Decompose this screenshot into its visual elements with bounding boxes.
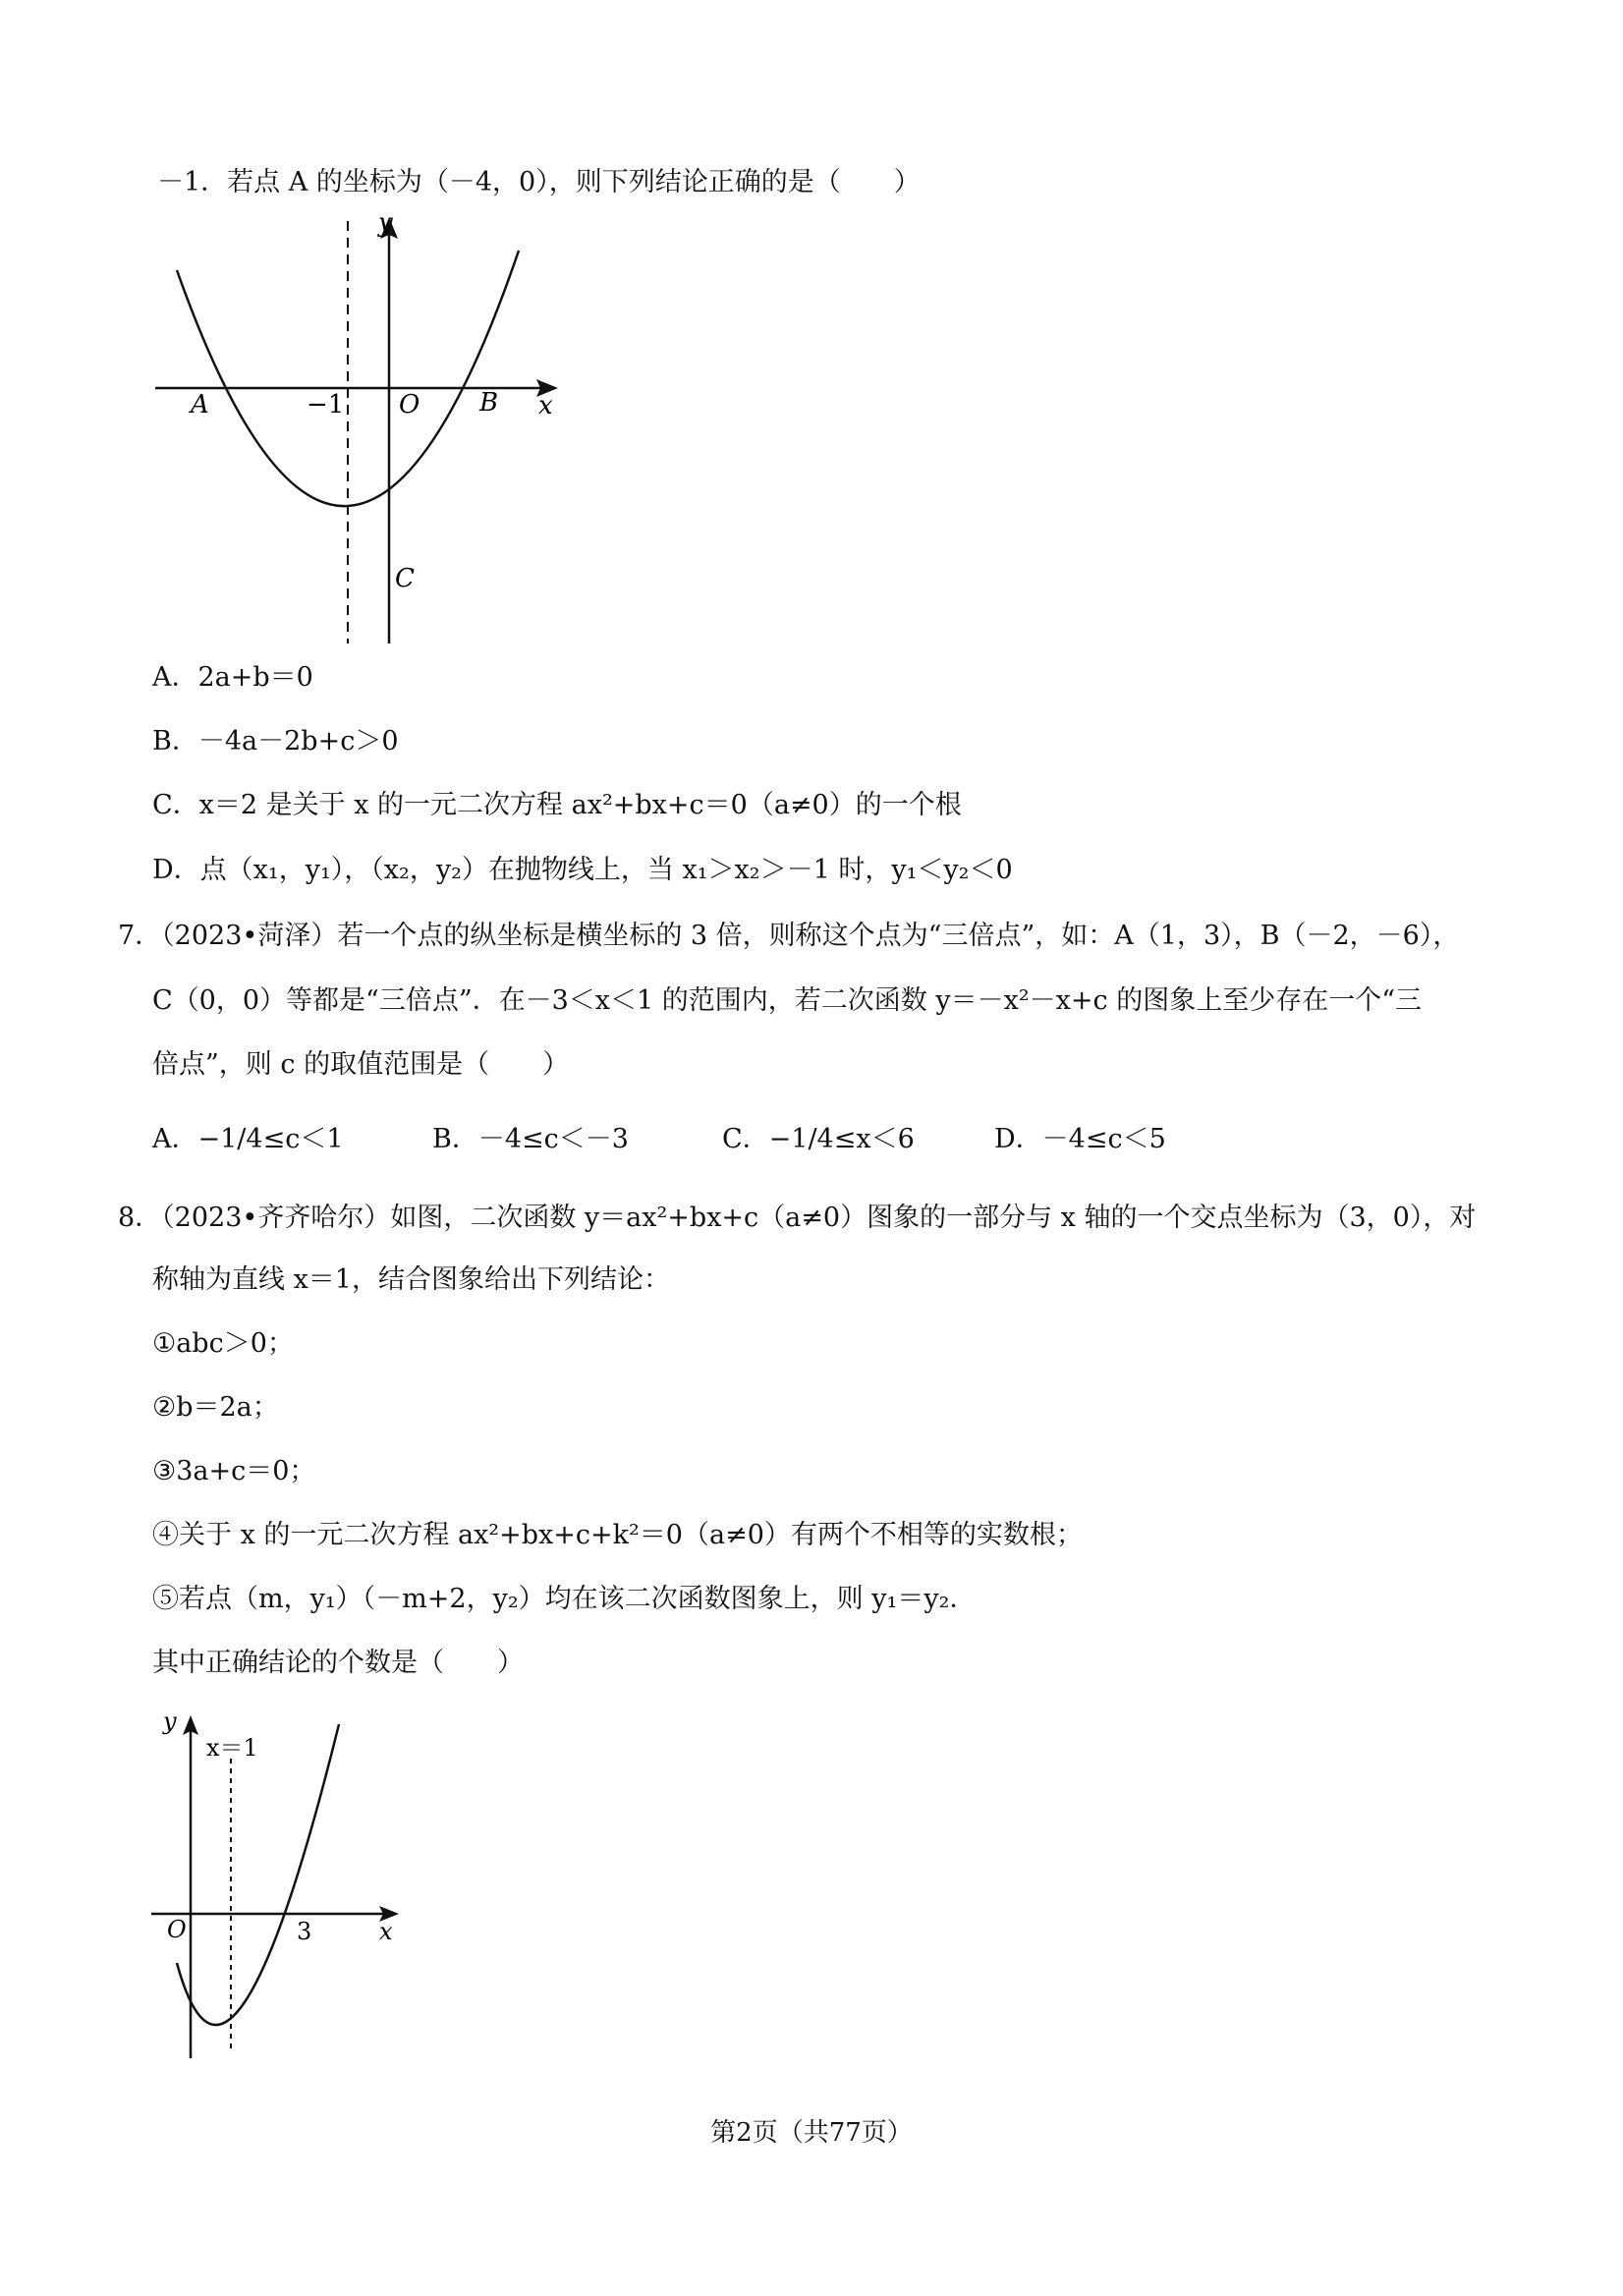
q8-parabola-figure xyxy=(147,1700,413,2063)
q6-option-b: B．－4a－2b+c＞0 xyxy=(152,726,399,756)
q7-line-2: C（0，0）等都是“三倍点”．在－3＜x＜1 的范围内，若二次函数 y＝－x²－x+c 的图象上至少存在一个“三 xyxy=(152,985,1423,1016)
q8-statement-5: ⑤若点（m，y₁）（－m+2，y₂）均在该二次函数图象上，则 y₁＝y₂． xyxy=(152,1584,977,1614)
point-c-label: C xyxy=(395,564,415,593)
root-three-label: 3 xyxy=(297,1918,312,1945)
q7-option-d: D．－4≤c＜5 xyxy=(994,1124,1166,1154)
q6-option-c: C．x＝2 是关于 x 的一元二次方程 ax²+bx+c＝0（a≠0）的一个根 xyxy=(152,790,962,820)
q8-question: 其中正确结论的个数是（ ） xyxy=(152,1648,524,1678)
q7-line-1: 7．（2023•菏泽）若一个点的纵坐标是横坐标的 3 倍，则称这个点为“三倍点”，如：A（1，3），B（－2，－6）， xyxy=(118,921,1460,951)
y-axis-label: y xyxy=(378,211,393,238)
q8-statement-1: ①abc＞0； xyxy=(152,1328,294,1359)
q6-parabola-figure xyxy=(147,211,580,648)
q7-line-3: 倍点”，则 c 的取值范围是（ ） xyxy=(152,1049,570,1080)
origin-label: O xyxy=(399,390,420,420)
point-a-label: A xyxy=(191,390,209,420)
minus-one-label: −1 xyxy=(307,390,345,420)
q6-stem: －1．若点 A 的坐标为（－4，0），则下列结论正确的是（ ） xyxy=(157,167,921,197)
q8-statement-4: ④关于 x 的一元二次方程 ax²+bx+c+k²＝0（a≠0）有两个不相等的实数根； xyxy=(152,1520,1083,1550)
page-footer: 第2页（共77页） xyxy=(710,2118,913,2148)
q8-statement-3: ③3a+c＝0； xyxy=(152,1456,316,1486)
q7-option-a: A．−1/4≤c＜1 xyxy=(152,1124,344,1154)
q6-option-d: D．点（x₁，y₁），（x₂，y₂）在抛物线上，当 x₁＞x₂＞－1 时，y₁＜y₂＜0 xyxy=(152,855,1013,885)
point-b-label: B xyxy=(479,388,499,418)
q7-option-b: B．－4≤c＜－3 xyxy=(432,1124,629,1154)
q6-option-a: A．2a+b＝0 xyxy=(152,662,313,693)
q8-statement-2: ②b＝2a； xyxy=(152,1392,279,1423)
x-axis-label: x xyxy=(538,391,553,420)
y-axis-label: y xyxy=(163,1708,177,1735)
q7-option-c: C．−1/4≤x＜6 xyxy=(722,1124,915,1154)
q8-line-1: 8．（2023•齐齐哈尔）如图，二次函数 y＝ax²+bx+c（a≠0）图象的一部分与 x 轴的一个交点坐标为（3，0），对 xyxy=(118,1203,1477,1233)
x-axis-label: x xyxy=(379,1918,393,1945)
q8-line-2: 称轴为直线 x＝1，结合图象给出下列结论： xyxy=(152,1264,670,1295)
origin-label: O xyxy=(167,1916,187,1943)
symmetry-axis-label: x＝1 xyxy=(206,1734,258,1762)
